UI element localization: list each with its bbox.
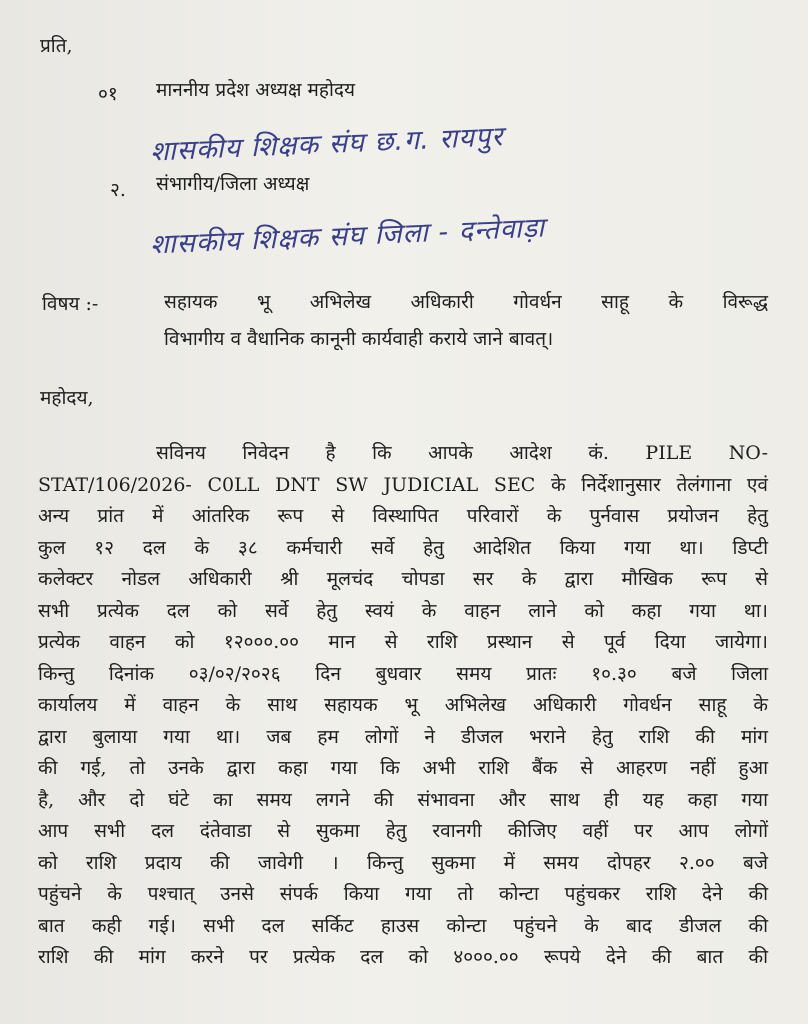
body-line: कार्यालय में वाहन के साथ सहायक भू अभिलेख अधिकारी गोवर्धन साहू के xyxy=(38,694,768,716)
recipient-number-1: ०१ xyxy=(98,83,118,105)
body-line: सभी प्रत्येक दल को सर्वे हेतु स्वयं के वाहन लाने को कहा गया था। xyxy=(38,599,768,622)
body-line: की गई, तो उनके द्वारा कहा गया कि अभी राशि बैंक से आहरण नहीं हुआ xyxy=(38,757,768,779)
body-line: कुल १२ दल के ३८ कर्मचारी सर्वे हेतु आदेशित किया गया था। डिप्टी xyxy=(38,536,768,559)
body-line: प्रत्येक वाहन को १२०००.०० मान से राशि प्रस्थान से पूर्व दिया जायेगा। xyxy=(38,631,768,653)
body-line: राशि की मांग करने पर प्रत्येक दल को ४०००.०० रूपये देने की बात की xyxy=(38,946,768,968)
handwritten-recipient-1: शासकीय शिक्षक संघ छ.ग. रायपुर xyxy=(149,121,504,168)
subject-line: विभागीय व वैधानिक कानूनी कार्यवाही कराये जाने बावत्। xyxy=(164,328,554,350)
body-line: पहुंचने के पश्चात् उनसे संपर्क किया गया तो कोन्टा पहुंचकर राशि देने की xyxy=(38,883,768,905)
recipient-title-2: संभागीय/जिला अध्यक्ष xyxy=(156,173,310,195)
body-line: द्वारा बुलाया गया था। जब हम लोगों ने डीजल भराने हेतु राशि की मांग xyxy=(38,725,768,748)
body-line: को राशि प्रदाय की जावेगी । किन्तु सुकमा में समय दोपहर २.०० बजे xyxy=(38,851,768,874)
greeting: महोदय, xyxy=(40,387,94,409)
body-line: सविनय निवेदन है कि आपके आदेश कं. PILE NO- xyxy=(156,442,768,464)
body-line: कलेक्टर नोडल अधिकारी श्री मूलचंद चोपडा सर के द्वारा मौखिक रूप से xyxy=(38,568,768,590)
subject-text xyxy=(164,284,768,358)
subject-label: विषय :- xyxy=(42,293,99,315)
recipient-number-2: २. xyxy=(110,179,126,201)
salutation-to: प्रति, xyxy=(40,35,73,57)
body-line: STAT/106/2026- C0LL DNT SW JUDICIAL SEC के निर्देशानुसार तेलंगाना एवं xyxy=(38,473,768,496)
recipient-title-1: माननीय प्रदेश अध्यक्ष महोदय xyxy=(156,79,356,101)
handwritten-recipient-2: शासकीय शिक्षक संघ जिला - दन्तेवाड़ा xyxy=(149,212,546,261)
body-paragraph xyxy=(38,438,768,974)
body-line: किन्तु दिनांक ०३/०२/२०२६ दिन बुधवार समय प्रातः १०.३० बजे जिला xyxy=(38,662,768,685)
body-line: बात कही गई। सभी दल सर्किट हाउस कोन्टा पहुंचने के बाद डीजल की xyxy=(38,914,768,937)
subject-line: सहायक भू अभिलेख अधिकारी गोवर्धन साहू के विरूद्ध xyxy=(164,291,768,313)
body-line: आप सभी दल दंतेवाडा से सुकमा हेतु रवानगी कीजिए वहीं पर आप लोगों xyxy=(38,820,768,842)
body-line: अन्य प्रांत में आंतरिक रूप से विस्थापित परिवारों के पुर्नवास प्रयोजन हेतु xyxy=(38,505,768,527)
body-line: है, और दो घंटे का समय लगने की संभावना और साथ ही यह कहा गया xyxy=(38,788,768,811)
